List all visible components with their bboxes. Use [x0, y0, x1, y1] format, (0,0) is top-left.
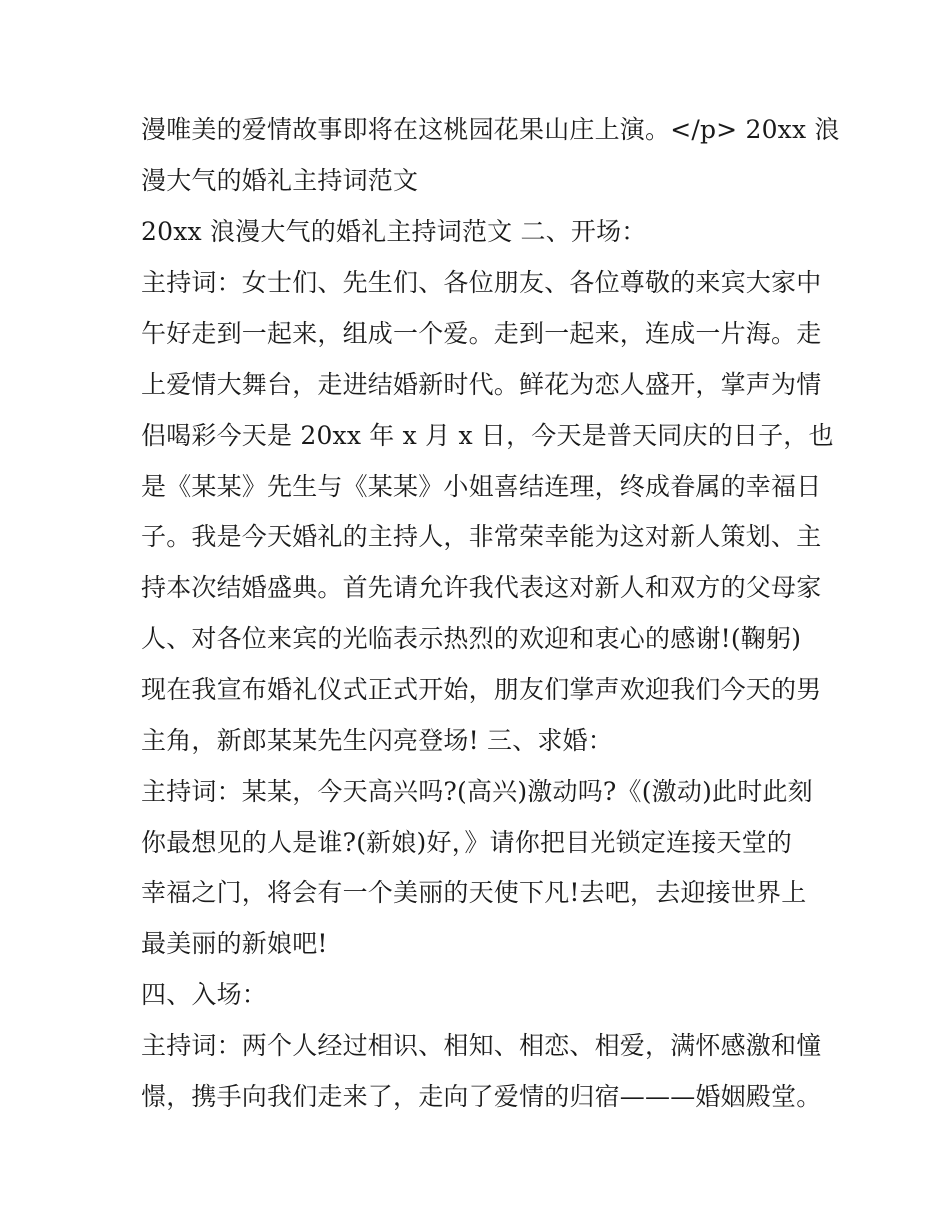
text-line: 子。我是今天婚礼的主持人，非常荣幸能为这对新人策划、主	[141, 522, 822, 551]
text-line: 漫大气的婚礼主持词范文	[141, 166, 419, 195]
text-line: 现在我宣布婚礼仪式正式开始，朋友们掌声欢迎我们今天的男	[141, 675, 822, 704]
text-line: 憬，携手向我们走来了，走向了爱情的归宿———婚姻殿堂。	[141, 1082, 822, 1111]
text-line: 你最想见的人是谁?(新娘)好，》请你把目光锁定连接天堂的	[141, 828, 793, 857]
text-line: 主角，新郎某某先生闪亮登场! 三、求婚：	[141, 726, 613, 755]
text-line: 主持词：某某，今天高兴吗?(高兴)激动吗?《(激动)此时此刻	[141, 777, 813, 806]
text-line: 午好走到一起来，组成一个爱。走到一起来，连成一片海。走	[141, 319, 822, 348]
text-line: 人、对各位来宾的光临表示热烈的欢迎和衷心的感谢!(鞠躬)	[141, 624, 802, 653]
text-line: 是《某某》先生与《某某》小姐喜结连理，终成眷属的幸福日	[141, 472, 822, 501]
text-line: 主持词：女士们、先生们、各位朋友、各位尊敬的来宾大家中	[141, 268, 822, 297]
text-line: 最美丽的新娘吧!	[141, 929, 328, 958]
text-line: 侣喝彩今天是 20xx 年 x 月 x 日，今天是普天同庆的日子，也	[141, 421, 834, 450]
text-line: 漫唯美的爱情故事即将在这桃园花果山庄上演。</p> 20xx 浪	[141, 115, 840, 144]
text-line: 幸福之门，将会有一个美丽的天使下凡!去吧，去迎接世界上	[141, 878, 807, 907]
text-line: 持本次结婚盛典。首先请允许我代表这对新人和双方的父母家	[141, 573, 822, 602]
text-line: 主持词：两个人经过相识、相知、相恋、相爱，满怀感激和憧	[141, 1031, 822, 1060]
text-line: 上爱情大舞台，走进结婚新时代。鲜花为恋人盛开，掌声为情	[141, 370, 822, 399]
text-line: 20xx 浪漫大气的婚礼主持词范文 二、开场：	[141, 217, 647, 246]
text-line: 四、入场：	[141, 980, 268, 1009]
